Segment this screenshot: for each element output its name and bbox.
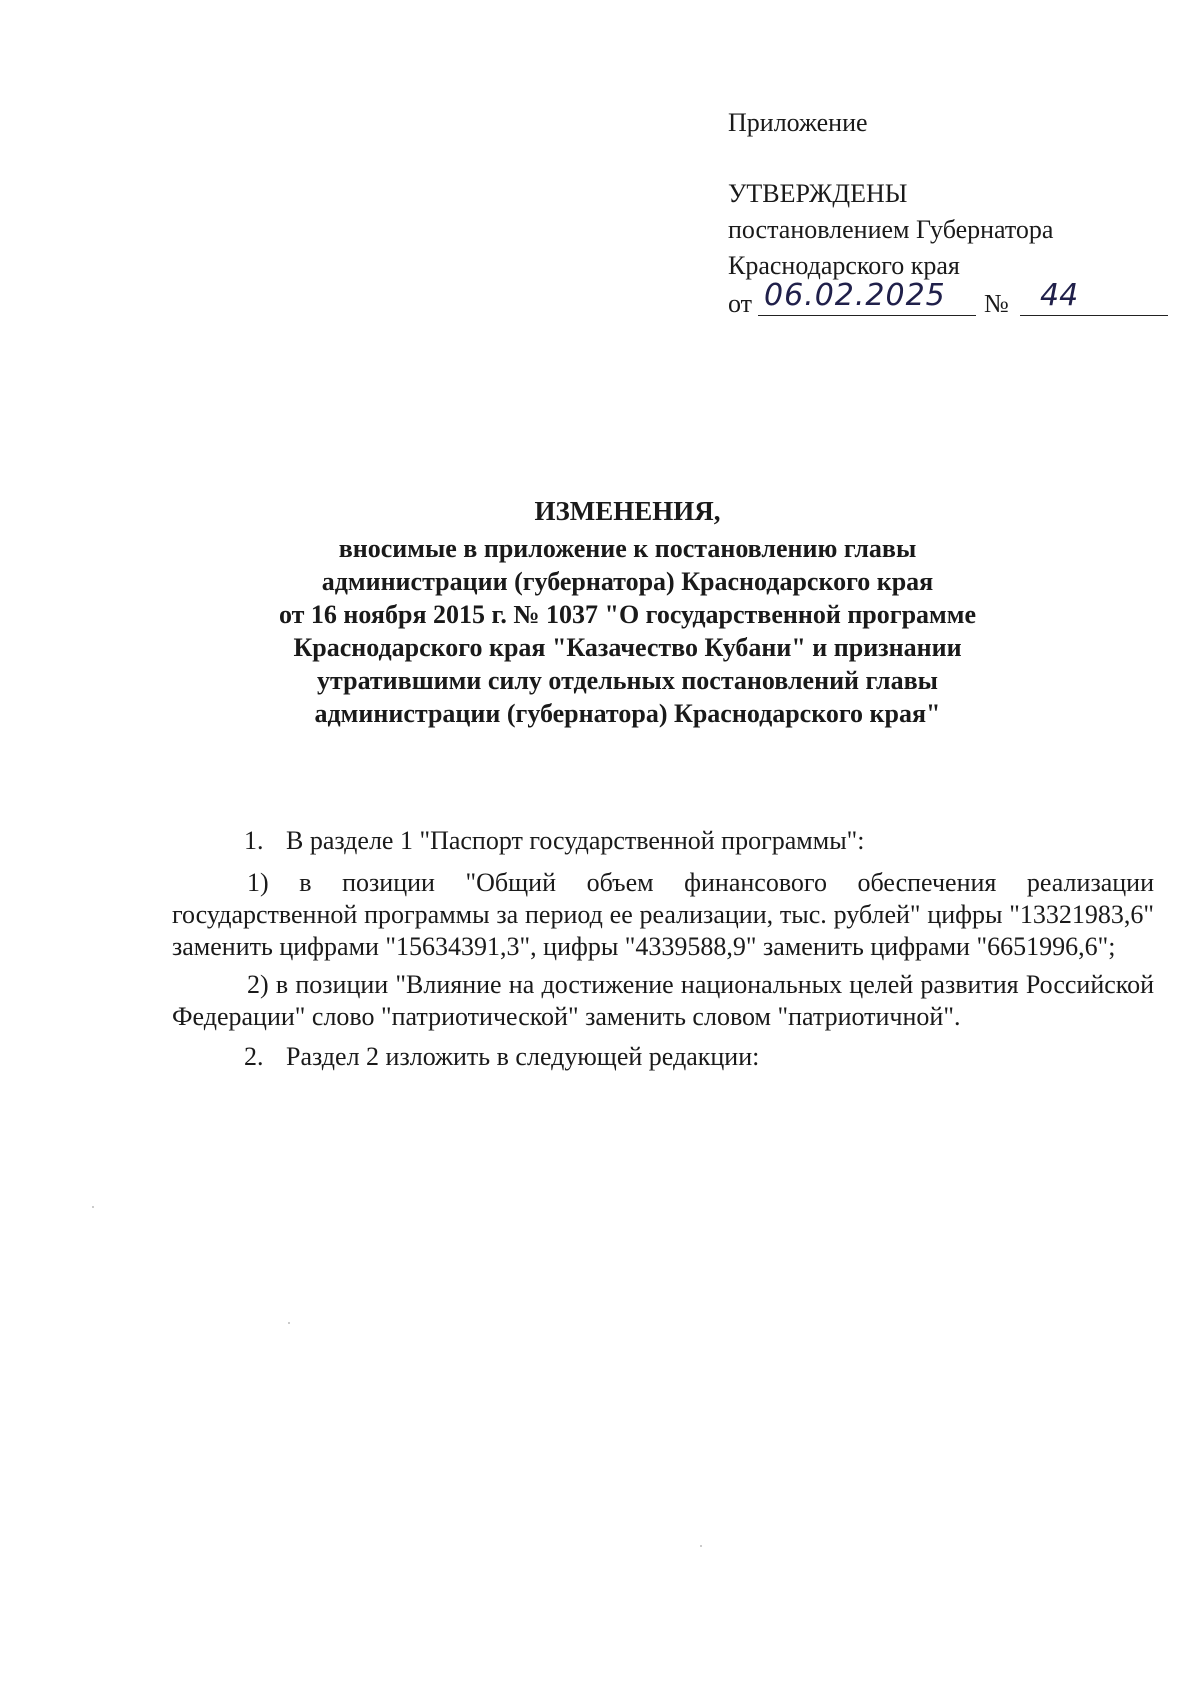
list-item-text: В разделе 1 "Паспорт государственной программы": bbox=[286, 826, 865, 855]
approved-label: УТВЕРЖДЕНЫ bbox=[728, 179, 908, 208]
subitem-2-paragraph: 2) в позиции "Влияние на достижение национальных целей развития Российской Федерации" слово "патриотической" заменить словом "патриотичной". bbox=[172, 970, 1154, 1031]
scan-speck bbox=[700, 1545, 702, 1547]
title-line: от 16 ноября 2015 г. № 1037 "О государственной программе bbox=[279, 600, 976, 629]
list-item-1 bbox=[172, 825, 1154, 857]
scan-speck bbox=[288, 1322, 290, 1324]
title-line: вносимые в приложение к постановлению главы bbox=[338, 534, 917, 563]
handwritten-number: 44 bbox=[1020, 278, 1168, 316]
title-heading: ИЗМЕНЕНИЯ, bbox=[534, 496, 721, 526]
title-line: Краснодарского края "Казачество Кубани" и признании bbox=[293, 633, 962, 662]
number-prefix: № bbox=[984, 289, 1009, 318]
title-line: администрации (губернатора) Краснодарского края bbox=[321, 567, 934, 596]
approval-block bbox=[728, 176, 1079, 328]
scan-speck bbox=[92, 1206, 94, 1208]
title-line: администрации (губернатора) Краснодарского края" bbox=[314, 699, 941, 728]
title-line: утратившими силу отдельных постановлений главы bbox=[317, 666, 938, 695]
date-number-row bbox=[728, 278, 1079, 328]
list-item-number: 1. bbox=[244, 826, 264, 855]
approved-region-line: Краснодарского края bbox=[728, 251, 960, 280]
document-body bbox=[172, 825, 1154, 1083]
approved-by-line: постановлением Губернатора bbox=[728, 215, 1054, 244]
date-prefix: от bbox=[728, 289, 753, 318]
list-item-2 bbox=[172, 1041, 1154, 1073]
appendix-label: Приложение bbox=[728, 108, 868, 137]
list-item-number: 2. bbox=[244, 1042, 264, 1071]
document-title bbox=[200, 495, 1055, 730]
subitem-1-paragraph: 1) в позиции "Общий объем финансового обеспечения реализации государственной программы за период ее реализации, тыс. рублей" цифры "13321983,6" заменить цифрами "15634391,3", цифры "4339588,9" заменить цифрами "6651996,6"; bbox=[172, 868, 1154, 961]
handwritten-date: 06.02.2025 bbox=[758, 278, 976, 316]
list-item-text: Раздел 2 изложить в следующей редакции: bbox=[286, 1042, 760, 1071]
